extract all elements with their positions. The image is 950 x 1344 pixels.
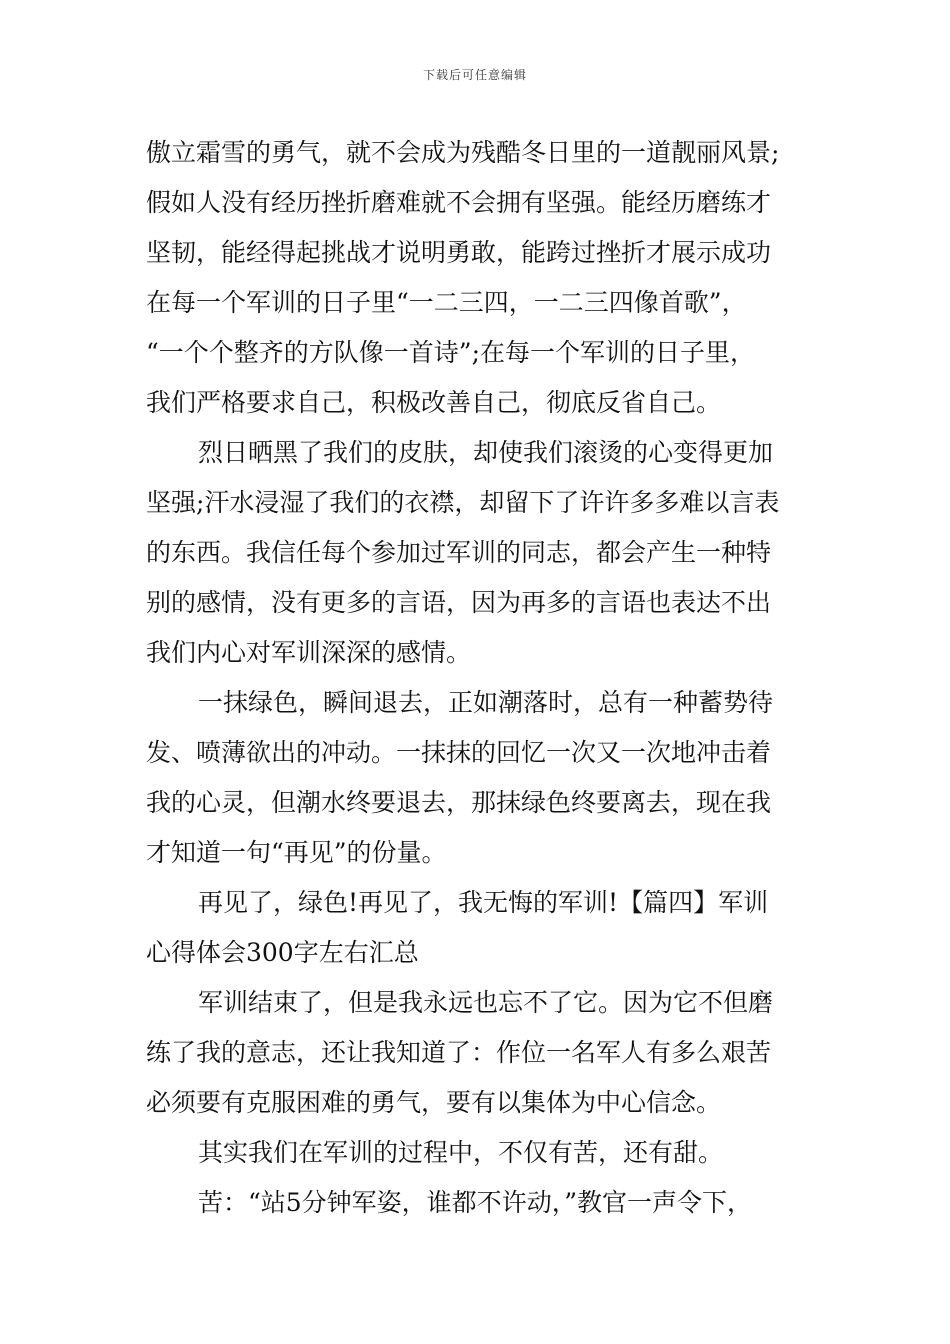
text-line: 坚强;汗水浸湿了我们的衣襟，却留下了许许多多难以言表 <box>146 488 780 517</box>
text-line: 假如人没有经历挫折磨难就不会拥有坚强。能经历磨练才 <box>146 188 772 217</box>
document-body <box>146 128 811 1228</box>
text-line: 一抹绿色，瞬间退去，正如潮落时，总有一种蓄势待 <box>198 688 774 717</box>
text-line: 军训结束了，但是我永远也忘不了它。因为它不但磨 <box>198 988 774 1017</box>
text-line: 其实我们在军训的过程中，不仅有苦，还有甜。 <box>198 1138 724 1167</box>
text-line: 必须要有克服困难的勇气，要有以集体为中心信念。 <box>146 1088 722 1117</box>
text-line: 我们严格要求自己，积极改善自己，彻底反省自己。 <box>146 388 722 417</box>
text-line: 再见了，绿色!再见了，我无悔的军训!【篇四】军训 <box>198 888 769 917</box>
text-line: 苦：“站5分钟军姿，谁都不许动，”教官一声令下， <box>198 1188 752 1217</box>
text-line: 烈日晒黑了我们的皮肤，却使我们滚烫的心变得更加 <box>198 438 774 467</box>
text-line: 傲立霜雪的勇气，就不会成为残酷冬日里的一道靓丽风景; <box>146 138 780 167</box>
text-line: 才知道一句“再见”的份量。 <box>146 838 447 867</box>
text-line: 坚韧，能经得起挑战才说明勇敢，能跨过挫折才展示成功 <box>146 238 772 267</box>
text-line: “一个个整齐的方队像一首诗”;在每一个军训的日子里， <box>146 338 755 367</box>
text-line: 我的心灵，但潮水终要退去，那抹绿色终要离去，现在我 <box>146 788 772 817</box>
text-line: 练了我的意志，还让我知道了：作位一名军人有多么艰苦 <box>146 1038 772 1067</box>
page-header: 下载后可任意编辑 <box>422 68 527 82</box>
text-line: 别的感情，没有更多的言语，因为再多的言语也表达不出 <box>146 588 772 617</box>
text-line: 心得体会300字左右汇总 <box>146 938 419 967</box>
text-line: 我们内心对军训深深的感情。 <box>146 638 472 667</box>
text-line: 发、喷薄欲出的冲动。一抹抹的回忆一次又一次地冲击着 <box>146 738 772 767</box>
text-line: 的东西。我信任每个参加过军训的同志，都会产生一种特 <box>146 538 772 567</box>
text-line: 在每一个军训的日子里“一二三四，一二三四像首歌”， <box>146 288 747 317</box>
